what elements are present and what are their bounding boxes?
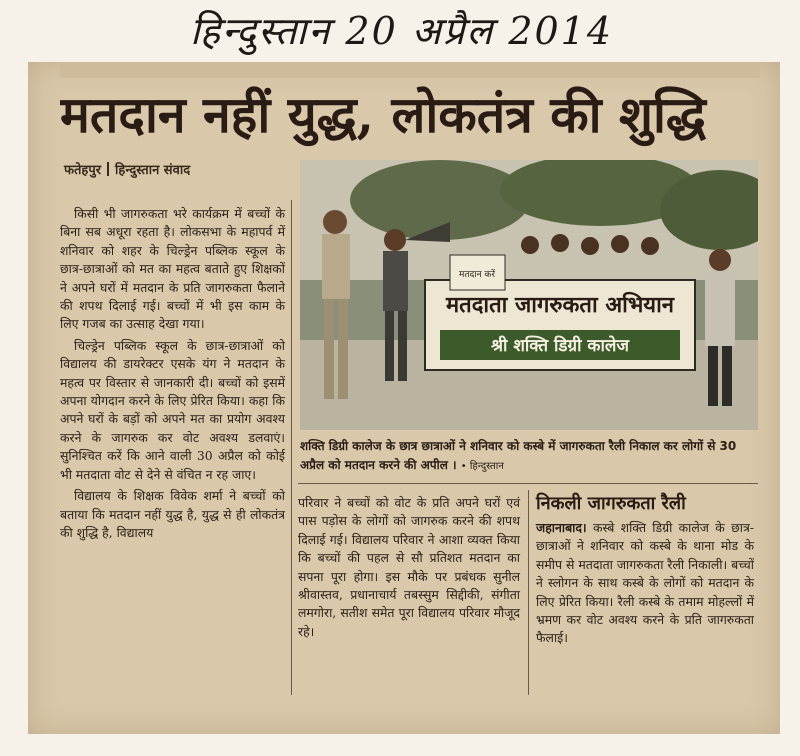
paragraph-text: कस्बे शक्ति डिग्री कालेज के छात्र-छात्राओं ने शनिवार को कस्बे के थाना मोड के समीप से मतदाता जागरुकता रैली निकाली। बच्चों ने स्लोगन के साथ कस्बे के लोगों को मतदान के लिए प्रेरित किया। रैली कस्बे के तमाम मोहल्लों में भ्रमण कर वोट अवश्य करने के प्रति जागरुकता फैलाई। (536, 520, 754, 646)
article-column-3 (536, 519, 754, 699)
paragraph: किसी भी जागरुकता भरे कार्यक्रम में बच्चों के बिना सब अधूरा रहता है। लोकसभा के महापर्व में शनिवार को शहर के चिल्ड्रेन पब्लिक स्कूल के छात्र-छात्राओं को मत का महत्व बताते हुए शिक्षकों ने अपने घरों में मतदान के प्रति जागरुकता फैलाने की शपथ दिलाई गई। बच्चों में भी इस काम के लिए गजब का उत्साह देखा गया। (60, 206, 285, 332)
banner-sub-text: श्री शक्ति डिग्री कालेज (490, 336, 630, 356)
caption-credit: • हिन्दुस्तान (460, 461, 504, 472)
placard-text: मतदान करें (458, 270, 496, 280)
dateline-source: हिन्दुस्तान संवाद (115, 163, 191, 178)
photo-illustration (300, 160, 758, 430)
dateline-separator (107, 162, 109, 176)
article-column-1 (60, 205, 285, 705)
caption-rule (298, 483, 758, 484)
torn-strip (60, 62, 760, 78)
paragraph: विद्यालय के शिक्षक विवेक शर्मा ने बच्चों को बताया कि मतदान नहीं युद्ध है, युद्ध से ही लोकतंत्र की शुद्धि है, विद्यालय (60, 488, 285, 540)
banner-main-text: मतदाता जागरुकता अभियान (446, 292, 674, 318)
photo-caption (300, 437, 755, 477)
dateline-place: फतेहपुर (64, 163, 102, 178)
news-photo (300, 160, 758, 430)
paragraph (536, 519, 754, 648)
column-divider (291, 200, 292, 695)
paragraph: परिवार ने बच्चों को वोट के प्रति अपने घरों एवं पास पड़ोस के लोगों को जागरुक करने की शपथ दिलाई गई। विद्यालय परिवार ने आशा व्यक्त किया कि बच्चों की पहल से सौ प्रतिशत मतदान का सपना पूरा होगा। इस मौके पर प्रबंधक सुनील श्रीवास्तव, प्रधानाचार्य तबस्सुम सिद्दीकी, संगीता लमगोरा, सतीश समेत पूरा विद्यालय परिवार मौजूद रहे। (298, 495, 520, 639)
sidebar-subhead: निकली जागरुकता रैली (536, 493, 686, 514)
column-divider (528, 490, 529, 695)
handwritten-date-note: हिन्दुस्तान 20 अप्रैल 2014 (190, 9, 614, 53)
caption-text: शक्ति डिग्री कालेज के छात्र छात्राओं ने शनिवार को कस्बे में जागरुकता रैली निकाल कर लोगों से 30 अप्रैल को मतदान करने की अपील । (300, 439, 737, 472)
place-name: जहानाबाद। (536, 520, 587, 535)
article-column-2 (298, 494, 520, 694)
paragraph: चिल्ड्रेन पब्लिक स्कूल के छात्र-छात्राओं को विद्यालय की डायरेक्टर एसके यंग ने मतदान के महत्व पर विस्तार से जानकारी दी। बच्चों को इसमें अपना योगदान करने के लिए प्रेरित किया। कहा कि अपने घरों के बड़ों को अपने मत का प्रयोग अवश्य करने के जागरुक कर वोट अवश्य डलवाएं। सुनिश्चित करें कि आने वाली 30 अप्रैल को कोई भी मतदाता वोट से देने से वंचित न रह जाए। (60, 337, 285, 482)
dateline (64, 160, 304, 180)
headline: मतदान नहीं युद्ध, लोकतंत्र की शुद्धि (60, 85, 706, 144)
